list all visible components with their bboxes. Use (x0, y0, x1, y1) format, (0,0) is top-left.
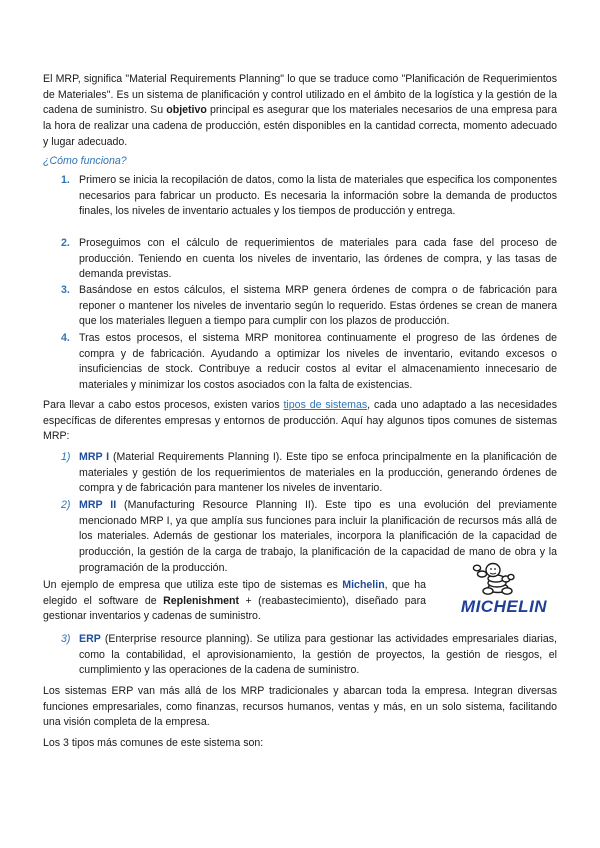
type-item-erp (79, 632, 557, 679)
step-item: Tras estos procesos, el sistema MRP monitorea continuamente el progreso de las órdenes de compra y de fabricación. Ayudando a optimizar los niveles de inventario, evitando excesos o insuficiencias de stock. Contribuye a reducir costos al evitar el almacenamiento innecesario de materiales y minimizar los costos asociados con la falta de existencias. (79, 332, 557, 392)
step-number: 2. (61, 237, 70, 249)
erp-paragraph: Los sistemas ERP van más allá de los MRP tradicionales y abarcan toda la empresa. Integran diversas funciones empresariales, como finanzas, recursos humanos, ventas y más, en un solo sistema, facilitando una visión completa de la empresa. (43, 685, 557, 729)
type-number: 1) (61, 451, 71, 463)
michelin-logo (438, 557, 570, 619)
example-text: Un ejemplo de empresa que utiliza este tipo de sistemas es (43, 579, 343, 591)
type-text: (Material Requirements Planning I). Este tipo se enfoca principalmente en la planificación de materiales y gestión de los requerimientos de materiales en la producción, generando órdenes de compra y de fabricación para mantener los niveles de inventario. (79, 451, 557, 495)
types-intro-paragraph (43, 398, 557, 445)
closing-line: Los 3 tipos más comunes de este sistema son: (43, 737, 264, 749)
type-item-mrp-i (79, 450, 557, 497)
types-of-systems-link[interactable]: tipos de sistemas (283, 399, 368, 411)
step-item: Basándose en estos cálculos, el sistema MRP genera órdenes de compra o de fabricación para reponer o mantener los niveles de inventario según lo requerido. Estas órdenes se crean de manera que los materiales lleguen a tiempo para cumplir con los plazos de producción. (79, 284, 557, 328)
step-number: 1. (61, 174, 70, 186)
software-name: Replenishment (163, 594, 240, 607)
type-title: MRP II (79, 499, 117, 511)
type-title: ERP (79, 633, 101, 645)
type-title: MRP I (79, 451, 110, 463)
intro-text-end: principal es asegurar que los materiales necesarios de una empresa para la hora de realizar una cadena de producción, estén disponibles en la cantidad correcta, momento adecuado y lugar adecuado. (43, 104, 557, 148)
step-number: 3. (61, 284, 70, 296)
type-text: (Enterprise resource planning). Se utiliza para gestionar las actividades empresariales diarias, como la contabilidad, el aprovisionamiento, la gestión de proyectos, la gestión de riesgos, el cumplimiento y las operaciones de la cadena de suministro. (79, 633, 557, 677)
step-item: Primero se inicia la recopilación de datos, como la lista de materiales que especifica los componentes necesarios para fabricar un producto. Es necesaria la información sobre la demanda de productos finales, los niveles de inventario actuales y los tiempos de producción y entrega. (79, 174, 557, 218)
example-paragraph (43, 578, 426, 625)
intro-bold-objetivo: objetivo (166, 104, 207, 117)
section-heading-how: ¿Cómo funciona? (43, 155, 127, 167)
intro-text: El MRP, significa "Material Requirements Planning" lo que se traduce como "Planificación de Requerimientos de Materiales". Es un sistema de planificación y control utilizado en el ámbito de la logística y la gestión de la cadena de suministro. Su (43, 73, 557, 117)
types-intro-text-end: , cada uno adaptado a las necesidades específicas de diferentes empresas y entornos de producción. Aquí hay algunos tipos comunes de sistemas MRP: (43, 399, 557, 443)
type-number: 2) (61, 499, 71, 511)
types-intro-text: Para llevar a cabo estos procesos, existen varios (43, 399, 284, 411)
type-number: 3) (61, 633, 71, 645)
example-text: , que ha elegido el software de (43, 579, 426, 607)
example-text-end: + (reabastecimiento), diseñado para gestionar inventarios y cadenas de suministro. (43, 594, 426, 623)
step-number: 4. (61, 332, 70, 344)
intro-paragraph (43, 72, 557, 151)
company-name: Michelin (342, 579, 385, 591)
michelin-wordmark: MICHELIN (460, 597, 548, 616)
michelin-man-icon (438, 557, 570, 619)
type-text: (Manufacturing Resource Planning II). Este tipo es una evolución del previamente mencionado MRP I, ya que amplía sus funciones para incluir la planificación de recursos más allá de los materiales. Además de gestionar los materiales, incorpora la planificación de la capacidad de producción, la gestión de la carga de trabajo, la planificación de la capacidad de mano de obra y la programación de la producción. (79, 499, 557, 574)
step-item: Proseguimos con el cálculo de requerimientos de materiales para cada fase del proceso de producción. Teniendo en cuenta los niveles de inventario, las órdenes de compra, y las tasas de demanda previstas. (79, 237, 557, 281)
